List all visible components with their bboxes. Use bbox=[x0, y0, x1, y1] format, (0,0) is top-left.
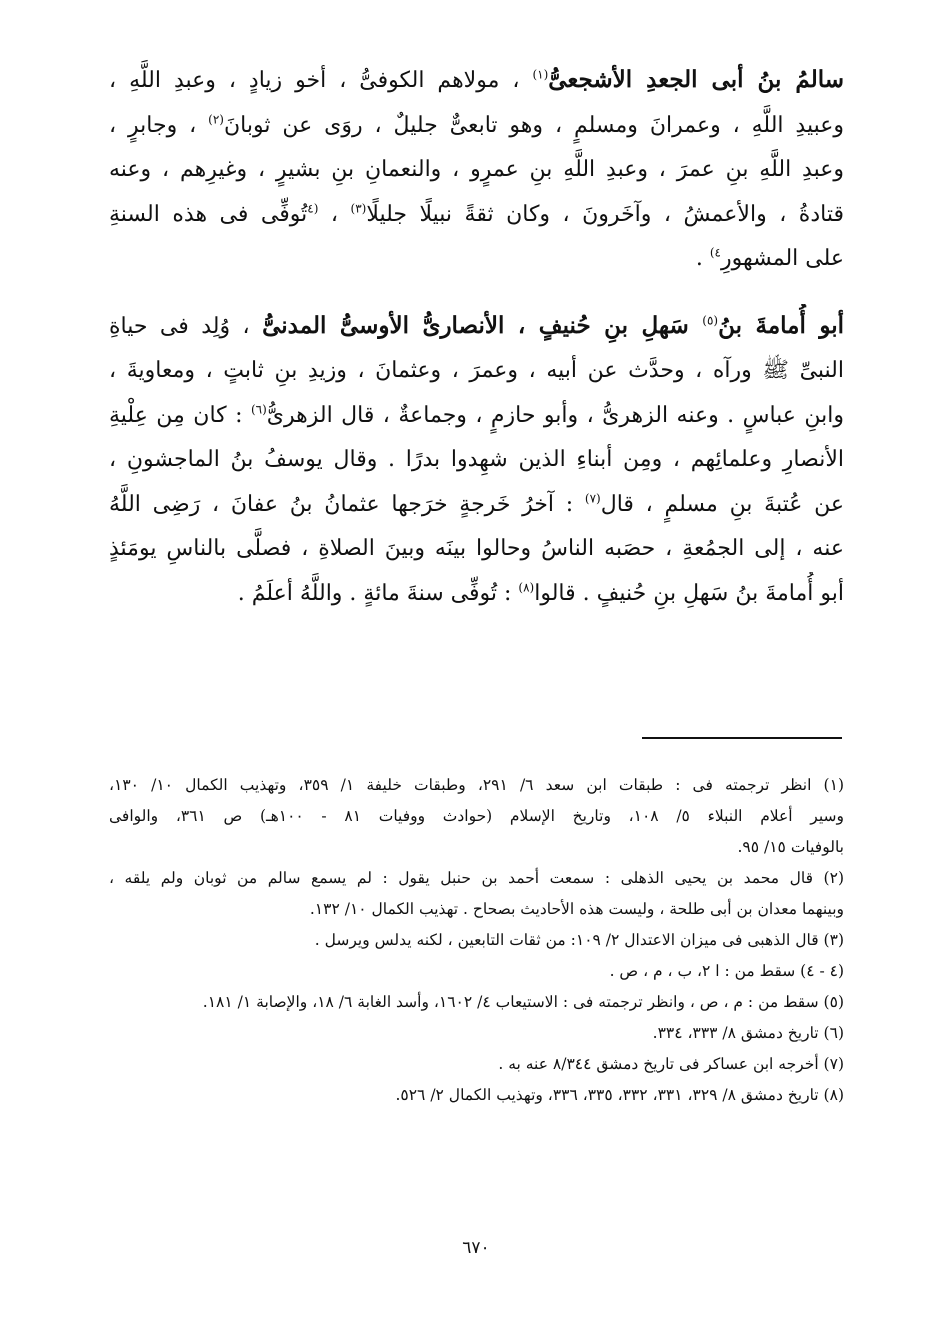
text-line: وعبدِ اللَّهِ بنِ عمرَ ، وعبدِ اللَّهِ بنِ عمرٍو ، والنعمانِ بنِ بشيرٍ ، وغيرِهم ، وعنه bbox=[109, 157, 844, 182]
footnote-2: (٢) قال محمد بن يحيى الذهلى : سمعت أحمد بن حنبل يقول : لم يسمع سالم من ثوبان ولم يلقه ، bbox=[109, 869, 844, 887]
text-line: وعبيدِ اللَّهِ ، وعمرانَ ومسلمٍ ، وهو تابعىٌّ جليلٌ ، روَى عن ثوبانَ$^{(٢)}$ ، وجابرٍ ، bbox=[109, 112, 844, 138]
text-line: سالمُ بنُ أبى الجعدِ الأشجعىُّ$^{(١)}$ ، مولاهم الكوفىُّ ، أخو زيادٍ ، وعبدِ اللَّهِ ، bbox=[109, 66, 844, 93]
footnote-1-cont: وسير أعلام النبلاء ٥/ ١٠٨، وتاريخ الإسلام (حوادث ووفيات ٨١ - ١٠٠هـ) ص ٣٦١، والوافى bbox=[109, 807, 844, 825]
footnote-ref[interactable]: (٥) bbox=[702, 313, 719, 328]
footnote-1-cont: بالوفيات ١٥/ ٩٥. bbox=[737, 838, 844, 856]
text-line: عن عُتبةَ بنِ مسلمٍ ، قال$^{(٧)}$ : آخرُ خَرجةٍ خرَجها عثمانُ بنُ عفانَ ، رَضِى اللَّهُ bbox=[109, 491, 844, 517]
text-line: النبىِّ ﷺ ورآه ، وحدَّث عن أبيه ، وعمرَ ، وعثمانَ ، وزيدِ بنِ ثابتٍ ، ومعاويةَ ، bbox=[109, 358, 844, 383]
footnote-ref[interactable]: (٨) bbox=[518, 580, 535, 595]
footnote-1: (١) انظر ترجمته فى : طبقات ابن سعد ٦/ ٢٩١، وطبقات خليفة ١/ ٣٥٩، وتهذيب الكمال ١٠/ ١٣٠، bbox=[109, 776, 844, 794]
footnote-ref[interactable]: (٢) bbox=[208, 112, 224, 127]
footnote-ref[interactable]: (٣) bbox=[350, 201, 367, 216]
text-line: أبو أُمامةَ بنُ$^{(٥)}$ سَهلِ بنِ حُنيفٍ ، الأنصارىُّ الأوسىُّ المدنىُّ ، وُلِد فى حياةِ bbox=[109, 311, 844, 339]
footnote-3: (٣) قال الذهبى فى ميزان الاعتدال ٢/ ١٠٩: من ثقات التابعين ، لكنه يدلس ويرسل . bbox=[314, 931, 844, 949]
main-text bbox=[109, 58, 844, 638]
footnote-ref[interactable]: (١) bbox=[532, 67, 549, 82]
footnote-4: (٤ - ٤) سقط من : ا ٢، ب ، م ، ص . bbox=[609, 962, 844, 980]
page-number: ٦٧٠ bbox=[462, 1238, 490, 1258]
entry-heading: سَهلِ بنِ حُنيفٍ ، الأنصارىُّ الأوسىُّ المدنىُّ bbox=[262, 311, 703, 339]
text-line: على المشهورِ$^{٤)}$ . bbox=[695, 245, 844, 271]
footnote-7: (٧) أخرجه ابن عساكر فى تاريخ دمشق ٨/٣٤٤ عنه به . bbox=[498, 1055, 844, 1073]
biography-entry-salim bbox=[109, 58, 844, 282]
entry-heading: أبو أُمامةَ بنُ bbox=[718, 311, 844, 339]
text-line: قتادةُ ، والأعمشُ ، وآخَرونَ ، وكان ثقةً نبيلًا جليلًا$^{(٣)}$ ، $^{(٤}$تُوفِّى فى هذه السنةِ bbox=[109, 201, 844, 227]
footnote-ref[interactable]: (٧) bbox=[584, 491, 601, 506]
footnote-ref[interactable]: (٤ bbox=[307, 201, 319, 216]
footnotes bbox=[109, 770, 844, 1111]
footnote-ref[interactable]: (٦) bbox=[250, 402, 267, 417]
footnote-6: (٦) تاريخ دمشق ٨/ ٣٣٣، ٣٣٤. bbox=[652, 1024, 844, 1042]
entry-heading: سالمُ بنُ أبى الجعدِ الأشجعىُّ bbox=[548, 66, 844, 93]
biography-entry-abu-umama bbox=[109, 304, 844, 617]
footnote-5: (٥) سقط من : م ، ص ، وانظر ترجمته فى : الاستيعاب ٤/ ١٦٠٢، وأسد الغابة ٦/ ١٨، والإصابة ١/ ١٨١. bbox=[202, 993, 844, 1011]
text-line: الأنصارِ وعلمائِهم ، ومِن أبناءِ الذين شهِدوا بدرًا . وقال يوسفُ بنُ الماجشونِ ، bbox=[109, 447, 844, 472]
text-line: وابنِ عباسٍ . وعنه الزهرىُّ ، وأبو حازمٍ ، وجماعةٌ ، قال الزهرىُّ$^{(٦)}$ : كان مِن عِلْيةِ bbox=[109, 402, 844, 428]
footnote-8: (٨) تاريخ دمشق ٨/ ٣٢٩، ٣٣١، ٣٣٢، ٣٣٥، ٣٣٦، وتهذيب الكمال ٢/ ٥٢٦. bbox=[395, 1086, 844, 1104]
footnote-2-cont: وبينهما معدان بن أبى طلحة ، وليست هذه الأحاديث بصحاح . تهذيب الكمال ١٠/ ١٣٢. bbox=[309, 900, 844, 918]
text-line: أبو أُمامةَ بنُ سَهلِ بنِ حُنيفٍ . قالوا$^{(٨)}$ : تُوفِّى سنةَ مائةٍ . واللَّهُ أعلَمُ . bbox=[237, 580, 844, 606]
text-line: عنه ، إلى الجمُعةِ ، حصَبه الناسُ وحالوا بينَه وبينَ الصلاةِ ، فصلَّى بالناسِ يومَئذٍ bbox=[109, 536, 844, 561]
footnote-ref[interactable]: ٤) bbox=[709, 245, 721, 260]
footnote-divider bbox=[642, 737, 842, 739]
